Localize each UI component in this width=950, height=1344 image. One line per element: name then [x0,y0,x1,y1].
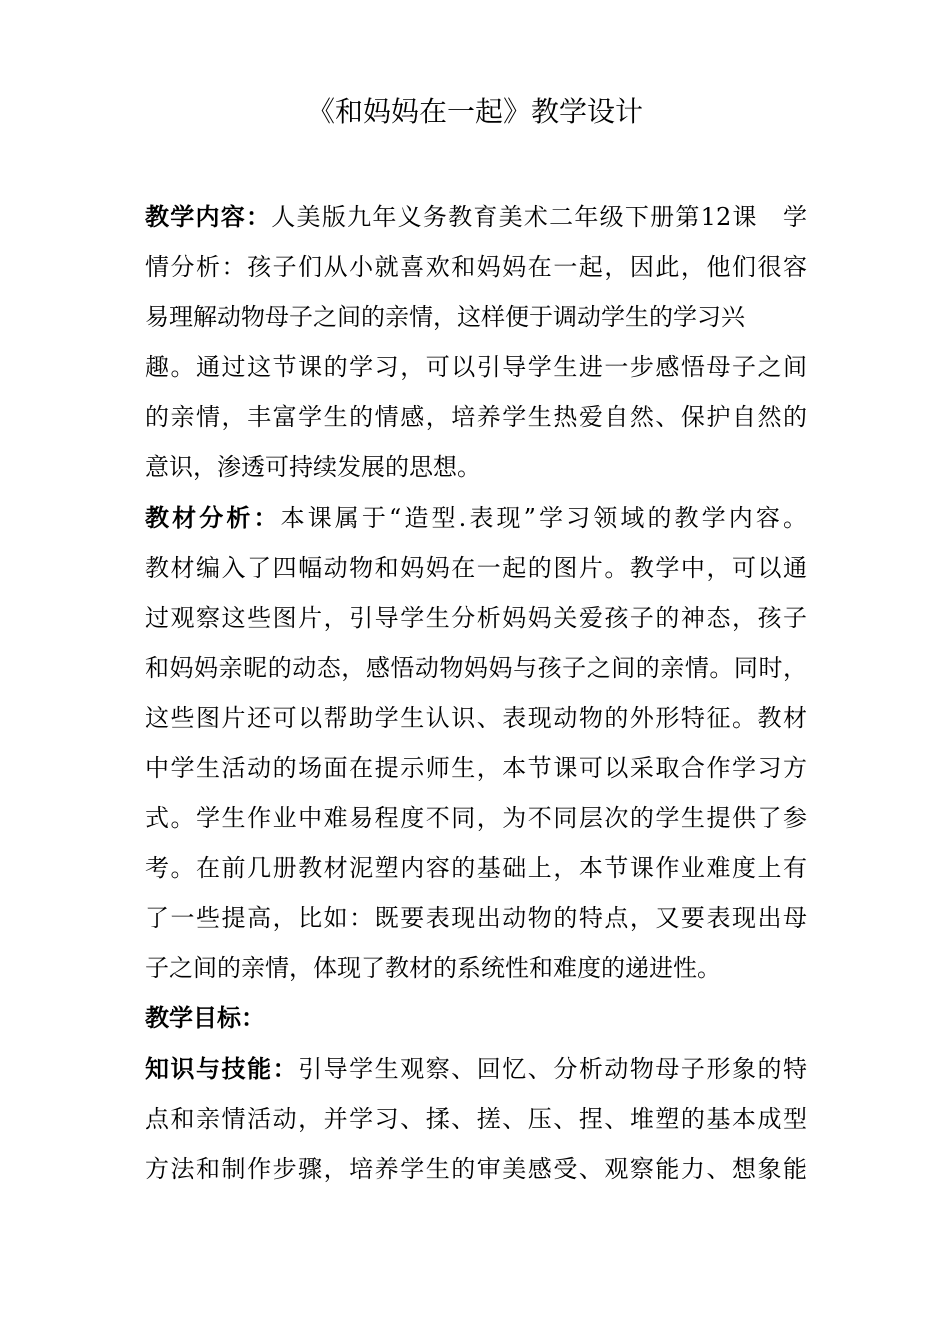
line-text: 考。在前几册教材泥塑内容的基础上，本节课作业难度上有 [145,854,807,882]
line-text: 点和亲情活动，并学习、揉、搓、压、捏、堆塑的基本成型 [145,1105,807,1133]
line-text: 这些图片还可以帮助学生认识、表现动物的外形特征。教材 [145,704,807,732]
document-title: 《和妈妈在一起》教学设计 [306,95,643,128]
line-text: 教材编入了四幅动物和妈妈在一起的图片。教学中，可以通 [145,554,807,582]
line-text: 式。学生作业中难易程度不同，为不同层次的学生提供了参 [145,804,807,832]
text-line [145,844,807,893]
line-text: 的亲情，丰富学生的情感，培养学生热爱自然、保护自然的 [145,403,807,431]
text-line [145,193,807,242]
text-line [145,744,807,793]
line-text: 子之间的亲情，体现了教材的系统性和难度的递进性。 [145,954,721,982]
text-line [145,544,807,593]
line-text: 和妈妈亲昵的动态，感悟动物妈妈与孩子之间的亲情。同时， [145,654,807,682]
text-line [145,794,807,843]
text-line [145,494,807,543]
section-label: 教学目标： [145,1004,265,1032]
line-text: 人美版九年义务教育美术二年级下册第12课 学 [271,203,807,231]
text-line [145,393,807,442]
section-label: 知识与技能： [145,1055,299,1083]
text-line [145,894,807,943]
text-line [145,443,807,492]
line-text: 引导学生观察、回忆、分析动物母子形象的特 [298,1055,807,1083]
text-line [145,243,807,292]
line-text: 意识，渗透可持续发展的思想。 [145,453,481,481]
text-line [145,694,807,743]
section-label: 教材分析： [145,504,281,532]
line-text: 本课属于“造型.表现”学习领域的教学内容。 [280,504,807,532]
line-text: 情分析：孩子们从小就喜欢和妈妈在一起，因此，他们很容 [145,253,807,281]
text-line [145,343,807,392]
line-text: 易理解动物母子之间的亲情，这样便于调动学生的学习兴 [145,303,745,331]
text-line [145,1095,807,1144]
text-line [145,1145,807,1194]
text-line [145,293,807,342]
section-label: 教学内容： [145,203,272,231]
line-text: 中学生活动的场面在提示师生，本节课可以采取合作学习方 [145,754,807,782]
text-line [145,594,807,643]
line-text: 过观察这些图片，引导学生分析妈妈关爱孩子的神态，孩子 [145,604,807,632]
text-line [145,994,807,1043]
text-line [145,944,807,993]
line-text: 方法和制作步骤，培养学生的审美感受、观察能力、想象能 [145,1155,807,1183]
line-text: 了一些提高，比如：既要表现出动物的特点，又要表现出母 [145,904,807,932]
line-text: 趣。通过这节课的学习，可以引导学生进一步感悟母子之间 [145,353,807,381]
text-line [145,1045,807,1094]
text-line [145,644,807,693]
